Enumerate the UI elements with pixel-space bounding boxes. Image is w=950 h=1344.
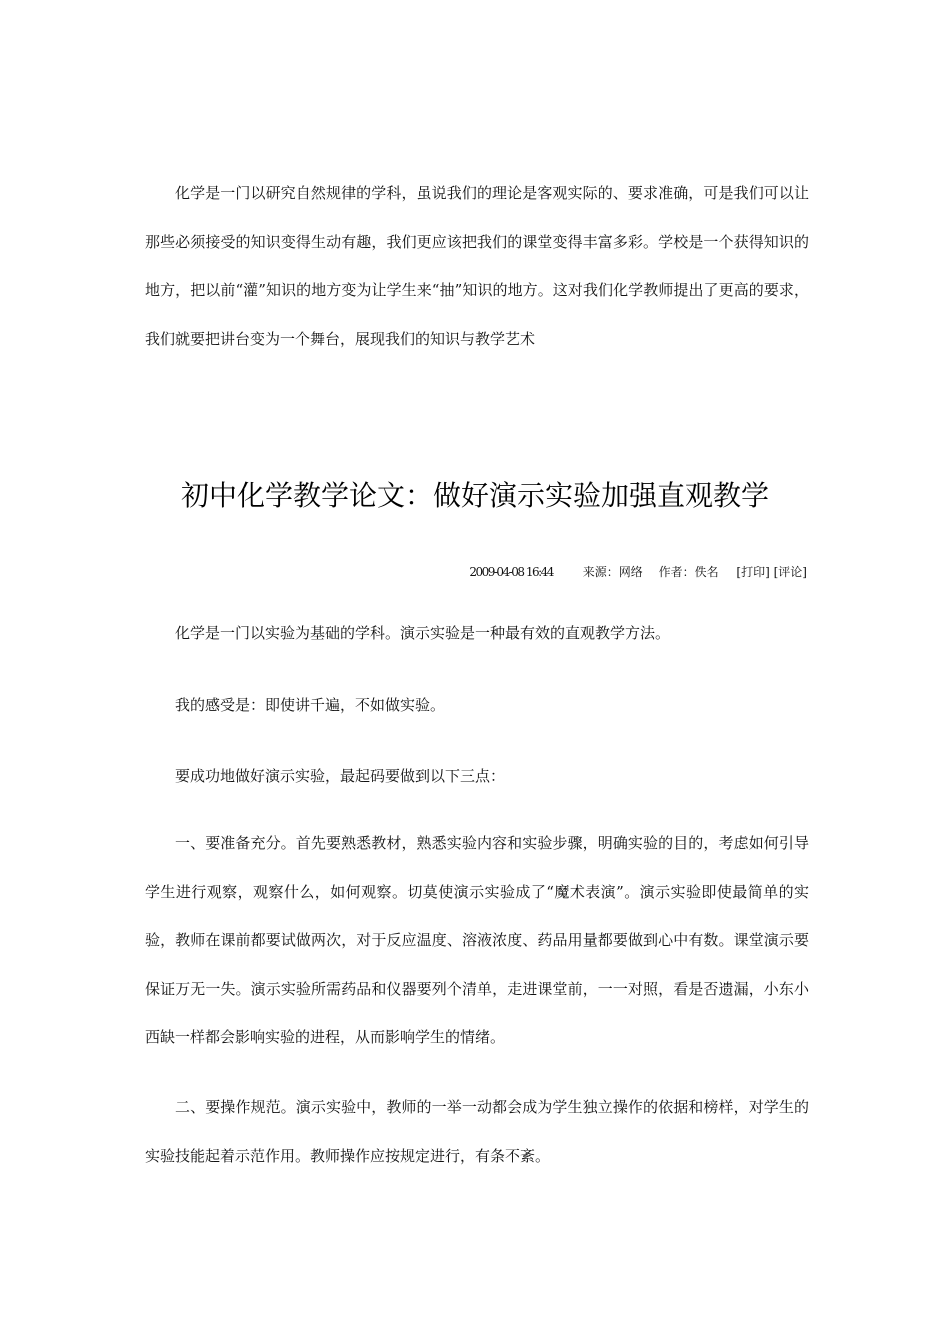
comment-link[interactable]: [评论] <box>773 565 807 579</box>
body-paragraph: 我的感受是：即使讲千遍，不如做实验。 <box>175 696 446 714</box>
article-meta <box>469 562 807 582</box>
body-paragraph: 一、要准备充分。首先要熟悉教材，熟悉实验内容和实验步骤，明确实验的目的，考虑如何引导学生进行观察，观察什么，如何观察。切莫使演示实验成了“魔术表演”。演示实验即使最简单的实验，教师在课前都要试做两次，对于反应温度、溶液浓度、药品用量都要做到心中有数。课堂演示要保证万无一失。演示实验所需药品和仪器要列个清单，走进课堂前，一一对照，看是否遗漏，小东小西缺一样都会影响实验的进程，从而影响学生的情绪。 <box>145 834 809 1046</box>
body-paragraph: 二、要操作规范。演示实验中，教师的一举一动都会成为学生独立操作的依据和榜样，对学生的实验技能起着示范作用。教师操作应按规定进行，有条不紊。 <box>145 1098 809 1165</box>
article-author: 作者：佚名 <box>658 565 719 579</box>
body-paragraph: 化学是一门以实验为基础的学科。演示实验是一种最有效的直观教学方法。 <box>175 624 671 642</box>
publish-date: 2009-04-08 16:44 <box>469 565 553 579</box>
print-link[interactable]: [打印] <box>736 565 770 579</box>
body-paragraph: 要成功地做好演示实验，最起码要做到以下三点： <box>175 767 506 785</box>
intro-paragraph: 化学是一门以研究自然规律的学科，虽说我们的理论是客观实际的、要求准确，可是我们可以让那些必须接受的知识变得生动有趣，我们更应该把我们的课堂变得丰富多彩。学校是一个获得知识的地方，把以前“灌”知识的地方变为让学生来“抽”知识的地方。这对我们化学教师提出了更高的要求，我们就要把讲台变为一个舞台，展现我们的知识与教学艺术 <box>145 184 809 348</box>
article-source: 来源：网络 <box>582 565 643 579</box>
article-title: 初中化学教学论文：做好演示实验加强直观教学 <box>180 479 769 512</box>
